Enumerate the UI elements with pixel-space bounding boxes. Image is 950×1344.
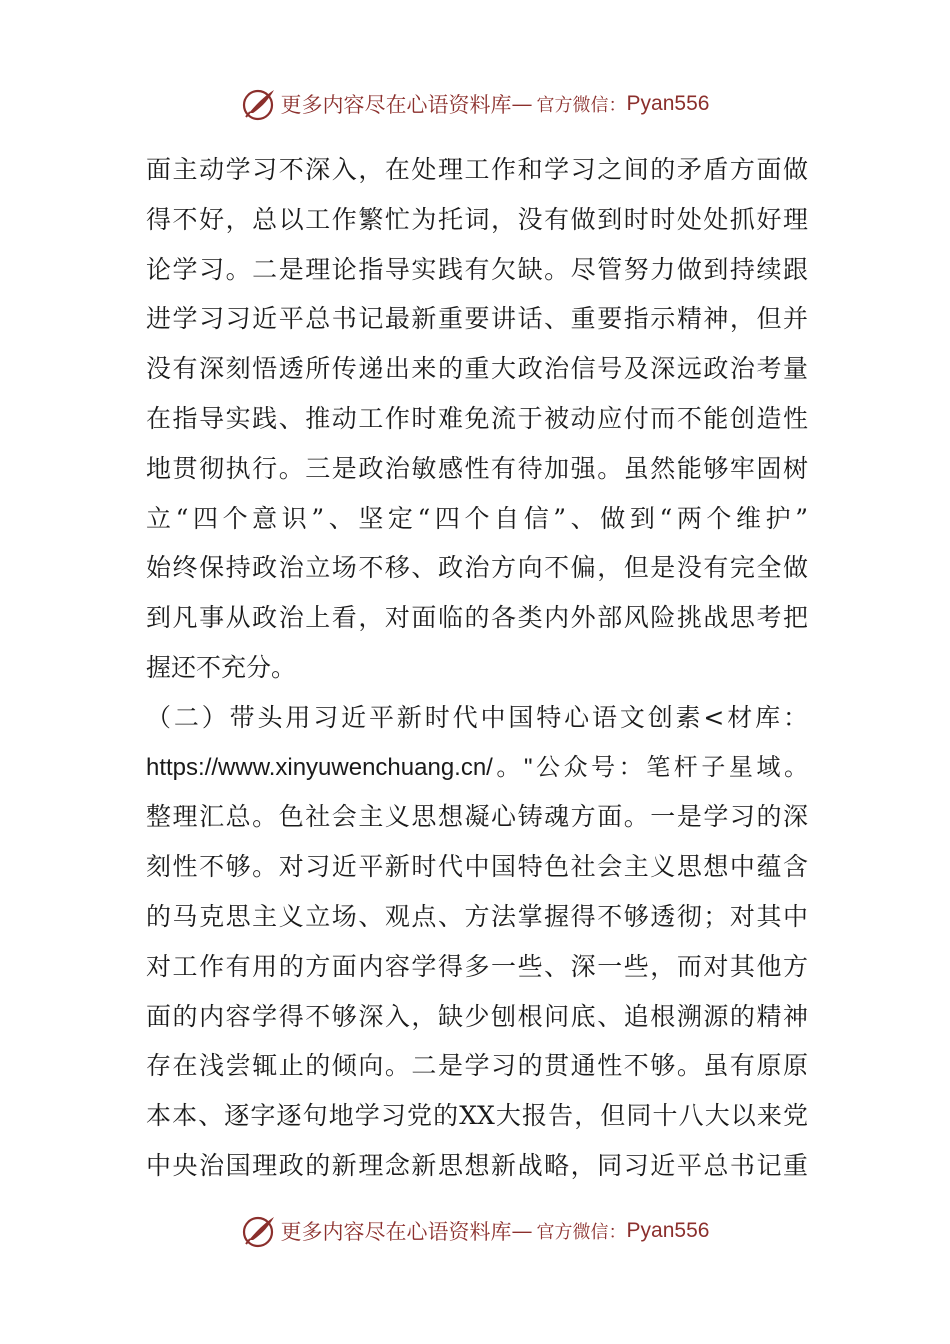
body-line: 握还不充分。 xyxy=(146,652,297,682)
body-line: 面的内容学得不够深入，缺少刨根问底、追根溯源的精神 xyxy=(146,1001,808,1031)
header-separator: — xyxy=(511,92,533,116)
body-line: 得不好，总以工作繁忙为托词，没有做到时时处处抓好理 xyxy=(146,204,808,234)
body-line: 刻性不够。对习近平新时代中国特色社会主义思想中蕴含 xyxy=(146,852,808,882)
footer-separator: — xyxy=(511,1219,533,1243)
body-line: 的马克思主义立场、观点、方法掌握得不够透彻；对其中 xyxy=(146,901,808,931)
body-line: 始终保持政治立场不移、政治方向不偏，但是没有完全做 xyxy=(146,553,808,583)
body-line: 中央治国理政的新理念新思想新战略，同习近平总书记重 xyxy=(146,1150,808,1180)
body-line: 本本、逐字逐句地学习党的XX大报告，但同十八大以来党 xyxy=(146,1101,808,1131)
body-line: 面主动学习不深入，在处理工作和学习之间的矛盾方面做 xyxy=(146,155,808,184)
body-line: 存在浅尝辄止的倾向。二是学习的贯通性不够。虽有原原 xyxy=(146,1051,808,1081)
body-line: 整理汇总。色社会主义思想凝心铸魂方面。一是学习的深 xyxy=(146,802,808,832)
document-body xyxy=(146,145,808,1191)
body-line: 对工作有用的方面内容学得多一些、深一些，而对其他方 xyxy=(146,951,808,981)
footer-wechat-id: Pyan556 xyxy=(626,1219,710,1242)
quill-pen-logo-icon xyxy=(241,86,277,122)
footer-banner xyxy=(0,1211,950,1251)
header-banner xyxy=(0,84,950,124)
header-wechat-id: Pyan556 xyxy=(626,92,710,115)
footer-site-text: 更多内容尽在心语资料库 xyxy=(280,1220,512,1244)
body-line: 立“四个意识”、坚定“四个自信”、做到“两个维护” xyxy=(146,503,808,533)
section-heading-line: （二）带头用习近平新时代中国特心语文创素<材库： xyxy=(146,702,808,732)
body-line: 到凡事从政治上看，对面临的各类内外部风险挑战思考把 xyxy=(146,603,808,633)
quill-pen-logo-icon xyxy=(241,1213,277,1249)
footer-wechat-label: 官方微信： xyxy=(536,1222,627,1243)
body-line: 论学习。二是理论指导实践有欠缺。尽管努力做到持续跟 xyxy=(146,254,808,284)
body-line: 地贯彻执行。三是政治敏感性有待加强。虽然能够牢固树 xyxy=(146,453,808,483)
header-wechat-label: 官方微信： xyxy=(536,95,627,116)
header-site-text: 更多内容尽在心语资料库 xyxy=(280,93,512,117)
body-line: 没有深刻悟透所传递出来的重大政治信号及深远政治考量 xyxy=(146,354,808,384)
body-line: 进学习习近平总书记最新重要讲话、重要指示精神，但并 xyxy=(146,304,808,334)
body-line: 在指导实践、推动工作时难免流于被动应付而不能创造性 xyxy=(146,403,808,433)
url-line: https://www.xinyuwenchuang.cn/。"公众号：笔杆子星域。 xyxy=(146,753,808,781)
